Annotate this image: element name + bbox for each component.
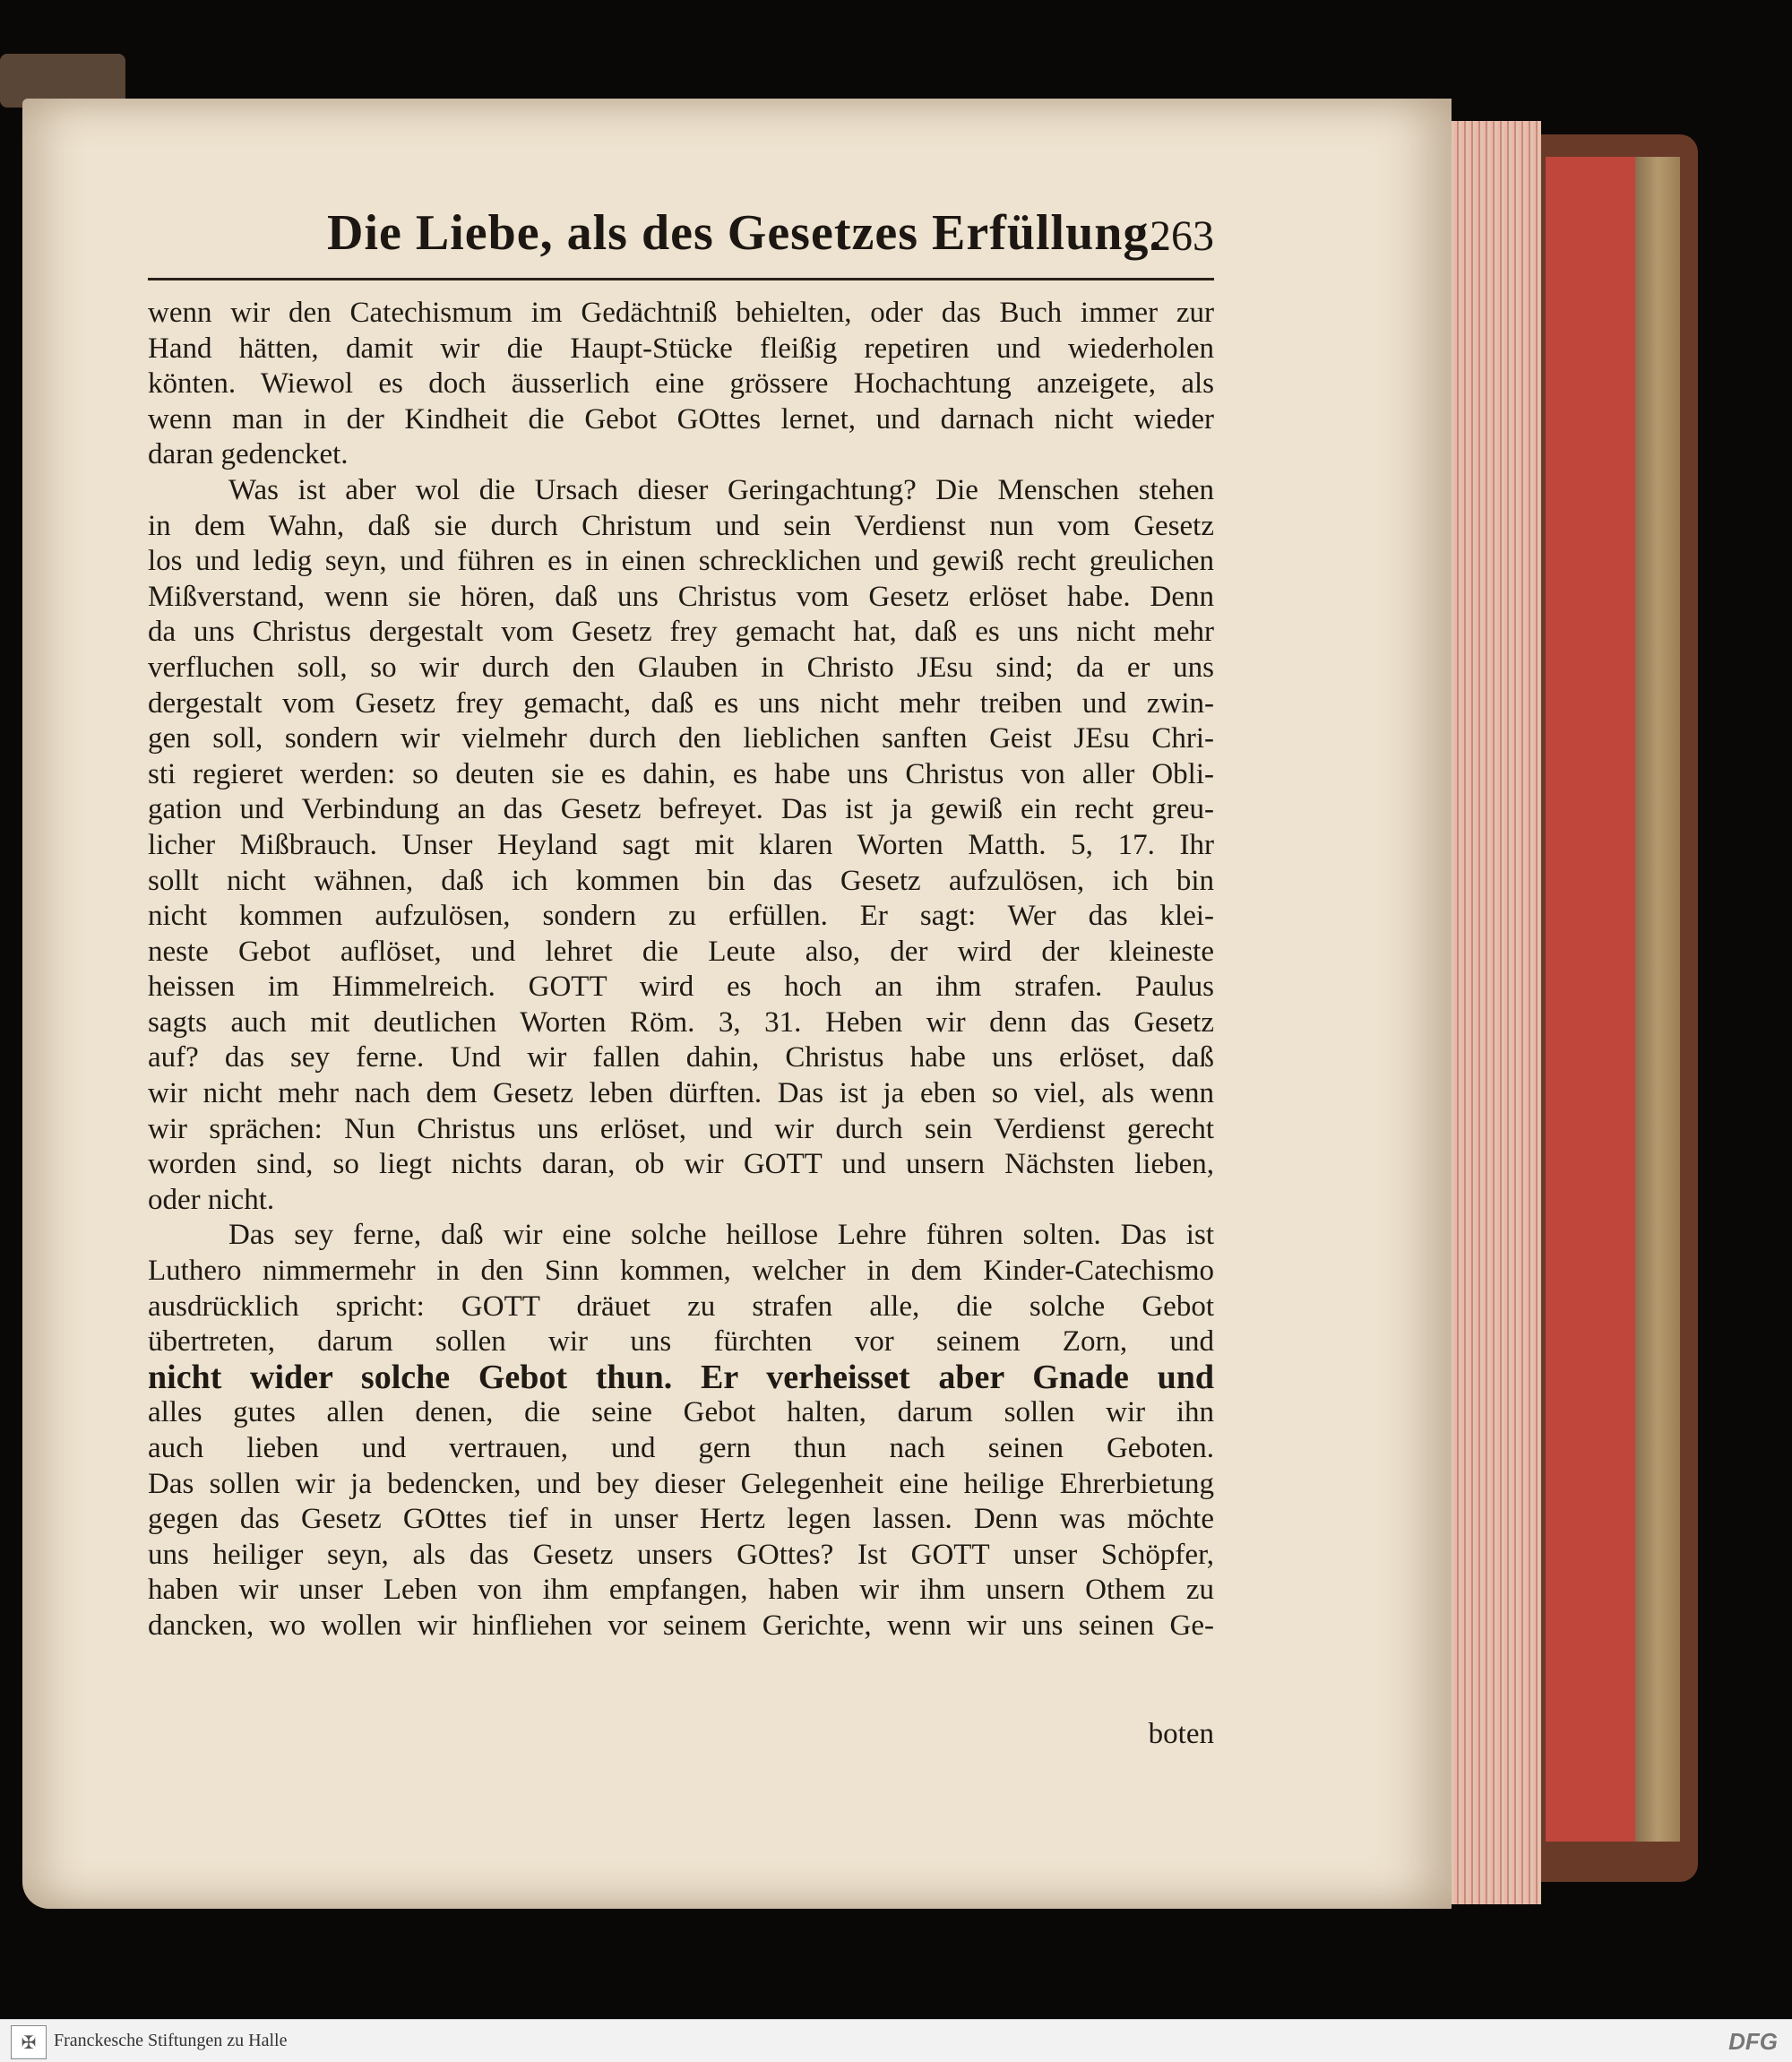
text-line: daran gedencket. (148, 438, 349, 471)
text-line: Mißverstand, wenn sie hören, daß uns Christus vom Gesetz erlöset habe. Denn (148, 580, 1214, 613)
text-line: auch lieben und vertrauen, und gern thun nach seinen Geboten. (148, 1432, 1214, 1464)
text-line: gen soll, sondern wir vielmehr durch den lieblichen sanften Geist JEsu Chri- (148, 722, 1214, 755)
stacked-page-edges (1447, 121, 1541, 1904)
text-line: ausdrücklich spricht: GOTT dräuet zu strafen alle, die solche Gebot (148, 1290, 1214, 1323)
text-line: nicht kommen aufzulösen, sondern zu erfüllen. Er sagt: Wer das klei- (148, 900, 1214, 933)
dfg-logo[interactable]: DFG (1728, 2028, 1778, 2055)
text-line: verfluchen soll, so wir durch den Glauben in Christo JEsu sind; da er uns (148, 651, 1214, 684)
text-line: sollt nicht wähnen, daß ich kommen bin das Gesetz aufzulösen, ich bin (148, 864, 1214, 897)
text-line: übertreten, darum sollen wir uns fürchten vor seinem Zorn, und (148, 1325, 1214, 1359)
text-line: Was ist aber wol die Ursach dieser Geringachtung? Die Menschen stehen (228, 473, 1214, 506)
text-line: nicht wider solche Gebot thun. Er verheisset aber Gnade und (148, 1359, 1214, 1396)
text-line: heissen im Himmelreich. GOTT wird es hoch an ihm strafen. Paulus (148, 971, 1214, 1004)
page-header (148, 204, 1214, 285)
institution-logo-icon[interactable]: ✠ (11, 2025, 47, 2059)
text-line: Das sey ferne, daß wir eine solche heillose Lehre führen solten. Das ist (228, 1219, 1214, 1252)
text-line: Hand hätten, damit wir die Haupt-Stücke fleißig repetiren und wiederholen (148, 332, 1214, 365)
text-line: Das sollen wir ja bedencken, und bey dieser Gelegenheit eine heilige Ehrerbietung (148, 1467, 1214, 1500)
running-title: Die Liebe, als des Gesetzes Erfüllung. (327, 205, 1163, 261)
catchword: boten (1148, 1718, 1214, 1750)
text-line: gation und Verbindung an das Gesetz befreyet. Das ist ja gewiß ein recht greu- (148, 793, 1214, 826)
text-line: auf? das sey ferne. Und wir fallen dahin, Christus habe uns erlöset, daß (148, 1041, 1214, 1074)
text-line: sti regieret werden: so deuten sie es dahin, es habe uns Christus von aller Obli- (148, 757, 1214, 790)
text-line: licher Mißbrauch. Unser Heyland sagt mit klaren Worten Matth. 5, 17. Ihr (148, 828, 1214, 861)
text-line: alles gutes allen denen, die seine Gebot halten, darum sollen wir ihn (148, 1396, 1214, 1429)
text-line: uns heiliger seyn, als das Gesetz unsers GOttes? Ist GOTT unser Schöpfer, (148, 1538, 1214, 1571)
text-line: gegen das Gesetz GOttes tief in unser Hertz legen lassen. Denn was möchte (148, 1503, 1214, 1536)
header-rule (148, 278, 1214, 280)
text-line: neste Gebot auflöset, und lehret die Leute also, der wird der kleineste (148, 935, 1214, 968)
text-line: wenn man in der Kindheit die Gebot GOttes lernet, und darnach nicht wieder (148, 402, 1214, 436)
text-line: wir sprächen: Nun Christus uns erlöset, und wir durch sein Verdienst gerecht (148, 1112, 1214, 1145)
text-line: wenn wir den Catechismum im Gedächtniß behielten, oder das Buch immer zur (148, 297, 1214, 329)
text-line: in dem Wahn, daß sie durch Christum und sein Verdienst nun vom Gesetz (148, 509, 1214, 542)
text-line: da uns Christus dergestalt vom Gesetz frey gemacht hat, daß es uns nicht mehr (148, 616, 1214, 649)
page-number: 263 (1150, 212, 1214, 260)
text-line: dergestalt vom Gesetz frey gemacht, daß es uns nicht mehr treiben und zwin- (148, 686, 1214, 720)
body-text (148, 296, 1214, 1644)
text-line: sagts auch mit deutlichen Worten Röm. 3, 31. Heben wir denn das Gesetz (148, 1005, 1214, 1039)
text-line: Luthero nimmermehr in den Sinn kommen, welcher in dem Kinder-Catechismo (148, 1255, 1214, 1288)
text-line: oder nicht. (148, 1183, 275, 1216)
institution-name[interactable]: Franckesche Stiftungen zu Halle (54, 2031, 288, 2050)
viewer-footer (0, 2019, 1792, 2062)
text-line: worden sind, so liegt nichts daran, ob wir GOTT und unsern Nächsten lieben, (148, 1148, 1214, 1181)
text-line: dancken, wo wollen wir hinfliehen vor seinem Gerichte, wenn wir uns seinen Ge- (148, 1609, 1214, 1642)
red-page-edge (1546, 157, 1635, 1842)
cover-side (1635, 157, 1680, 1842)
text-line: haben wir unser Leben von ihm empfangen, haben wir ihm unsern Othem zu (148, 1574, 1214, 1607)
text-line: los und ledig seyn, und führen es in einen schrecklichen und gewiß recht greulichen (148, 545, 1214, 578)
text-line: wir nicht mehr nach dem Gesetz leben dürften. Das ist ja eben so viel, als wenn (148, 1077, 1214, 1110)
text-line: könten. Wiewol es doch äusserlich eine grössere Hochachtung anzeigete, als (148, 367, 1214, 401)
